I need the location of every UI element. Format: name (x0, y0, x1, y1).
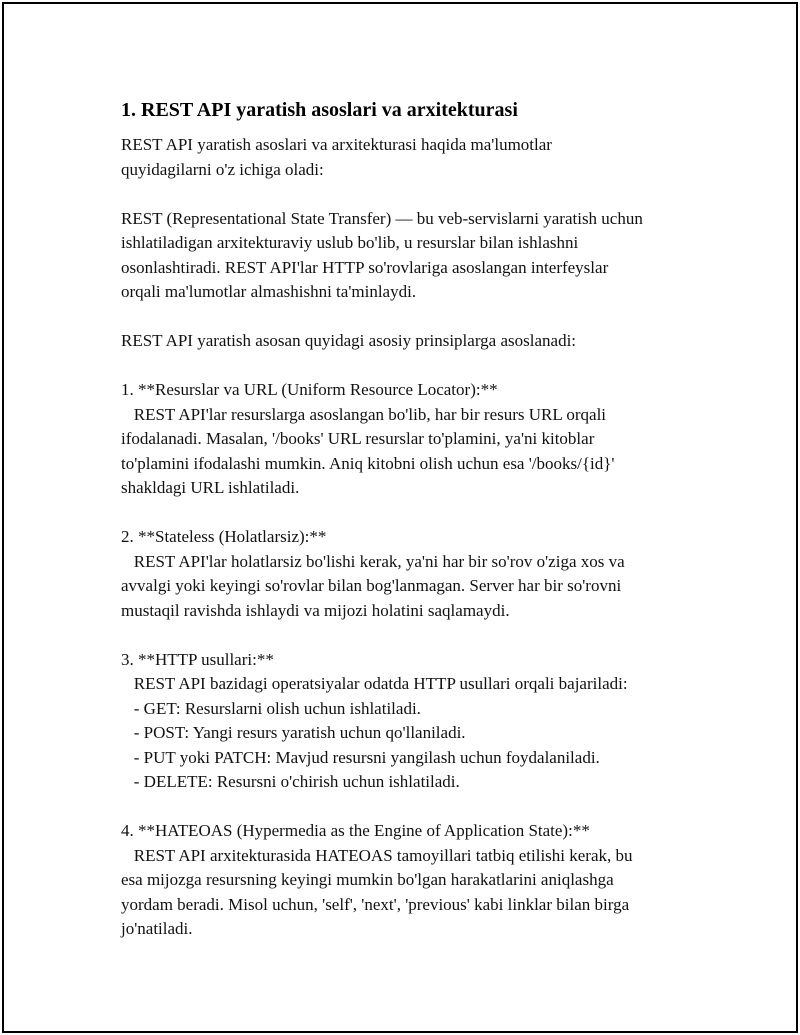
principle-http-methods: 3. **HTTP usullari:** REST API bazidagi operatsiyalar odatda HTTP usullari orqali bajariladi: - GET: Resurslarni olish uchun ishlatiladi. - POST: Yangi resurs yaratish uchun qo'llaniladi. - PUT yoki PATCH: Mavjud resursni yangilash uchun foydalaniladi. - DELETE: Resursni o'chirish uchun ishlatiladi. (121, 649, 628, 791)
rest-definition-paragraph: REST (Representational State Transfer) — bu veb-servislarni yaratish uchun ishlatiladigan arxitekturaviy uslub bo'lib, u resurslar bilan ishlashni osonlashtiradi. REST API'lar HTTP so'rovlariga asoslangan interfeyslar orqali ma'lumotlar almashishni ta'minlaydi. (121, 208, 643, 301)
page-frame (2, 2, 798, 1033)
principle-stateless: 2. **Stateless (Holatlarsiz):** REST API'lar holatlarsiz bo'lishi kerak, ya'ni har bir so'rov o'ziga xos va avvalgi yoki keyingi so'rovlar bilan bog'lanmagan. Server har bir so'rovni mustaqil ravishda ishlaydi va mijozi holatini saqlamaydi. (121, 527, 625, 620)
principle-resources-url: 1. **Resurslar va URL (Uniform Resource Locator):** REST API'lar resurslarga asoslangan bo'lib, har bir resurs URL orqali ifodalanadi. Masalan, '/books' URL resurslar to'plamini, ya'ni kitoblar to'plamini ifodalashi mumkin. Aniq kitobni olish uchun esa '/books/{id}' shakldagi URL ishlatiladi. (121, 380, 615, 497)
principle-hateoas: 4. **HATEOAS (Hypermedia as the Engine of Application State):** REST API arxitekturasida HATEOAS tamoyillari tatbiq etilishi kerak, bu esa mijozga resursning keyingi mumkin bo'lgan harakatlarini aniqlashga yordam beradi. Misol uchun, 'self', 'next', 'previous' kabi linklar bilan birga jo'natiladi. (121, 821, 633, 938)
intro-paragraph: REST API yaratish asoslari va arxitekturasi haqida ma'lumotlar quyidagilarni o'z ichiga oladi: (121, 135, 552, 179)
document-body (121, 97, 721, 942)
principles-intro-paragraph: REST API yaratish asosan quyidagi asosiy prinsiplarga asoslanadi: (121, 331, 577, 350)
section-heading: 1. REST API yaratish asoslari va arxitekturasi (121, 99, 518, 121)
